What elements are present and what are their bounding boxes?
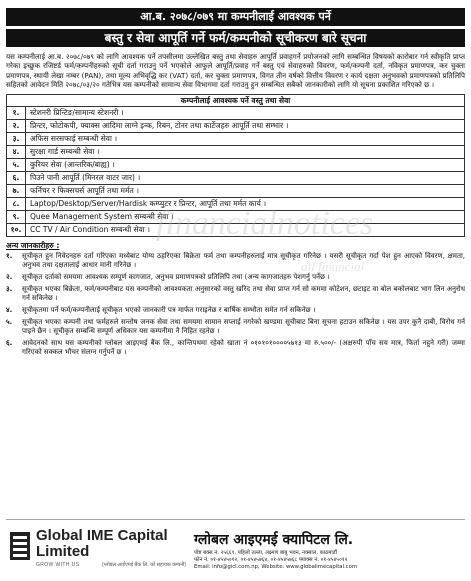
service-label: फर्निचर र फिक्सचर्स आपूर्ति तथा मर्मत । — [30, 185, 139, 195]
note-number: ३. — [6, 284, 13, 293]
note-item — [6, 273, 465, 282]
note-text: सूचीकृत हुन निवेदनहरु दर्ता गरिएका मध्येबाट योग्य ठहरिएका बिक्रेता फर्म तथा कम्पनीहरुलाई मात्र सूचीकृत गरिनेछ । यसरी सूचीकृत गर्दा पेश हुन आएको विवरण, क्षमता, अनुभव तथा दक्षतालाई आधार मानी गरिनेछ । — [22, 251, 465, 269]
service-row — [7, 145, 464, 158]
title-banner-line2: बस्तु र सेवा आपूर्ति गर्ने फर्म/कम्पनीको सूचीकरण बारे सूचना — [6, 29, 465, 47]
note-number: ६. — [6, 338, 13, 347]
note-item — [6, 306, 465, 315]
service-row — [7, 184, 464, 197]
service-number: ५. — [7, 159, 26, 171]
global-ime-logo-icon — [8, 530, 32, 562]
service-number: ४. — [7, 146, 26, 158]
note-text: सूचीकृत भएका कम्पनी तथा फर्महरुले सन्तोष जनक सेवा तथा समयमा सामान सप्लाई नगरेको खण्डमा सूचीबाट बिना सूचना हटाउन सकिनेछ । यस उपर कुनै दाबी, विरोध गर्न पाइने छैन । सूचीकृत सम्बन्धि सम्पूर्ण अधिकार यस कम्पनीमा नै निहित रहनेछ । — [22, 317, 465, 335]
service-row — [7, 132, 464, 145]
address-line: पोष्ट बक्स नं. २५६६९, पहिलो तल्ला, लक्ष्मण बाबु भवन, नक्साल, काठमाडौं — [194, 550, 338, 556]
service-row — [7, 223, 464, 236]
contact-line: फोन नं. ०१-४५४५०१२, ०१-४५४५७६४, ०१-४५४५७६८ फ्याक्स नं. ०१-४५४५०१२ — [194, 557, 348, 563]
service-row — [7, 210, 464, 223]
service-label: अफिस सरसफाई सम्बन्धी सेवा । — [30, 133, 118, 143]
service-label: स्टेशनरी प्रिन्टिङ/सामान्य स्टेशनरी । — [30, 107, 124, 117]
note-item — [6, 252, 465, 270]
service-number: ८. — [7, 198, 26, 210]
brand-subtitle: (ग्लोबल आईएमई बैंक लि. को सहायक कम्पनी) — [102, 562, 187, 568]
note-number: २. — [6, 272, 13, 281]
note-number: ४. — [6, 305, 13, 314]
note-text: आवेदनको साथ यस कम्पनीको ग्लोबल आइएमई बैंक लि., कान्तिपथमा रहेको खाता नं ०१०१०१००००५७१३ मा रु.५००/- (अक्षरुपी पाँच सय मात्र, फिर्ता नहुने गरी) जम्मा गरिएको सक्कल भौचर संलग्न गर्नुपर्ने छ । — [22, 338, 465, 356]
service-row — [7, 107, 464, 119]
title-banner-line1: आ.ब. २०७८/०७९ मा कम्पनीलाई आवश्यक पर्ने — [6, 8, 465, 26]
service-number: ३. — [7, 133, 26, 145]
service-number: ९. — [7, 211, 26, 223]
service-row — [7, 119, 464, 132]
service-label: पिउने पानी आपूर्ति (मिनरल वाटर जार) । — [30, 172, 141, 182]
brand-name-en: Global IME Capital Limited — [36, 527, 168, 560]
intro-paragraph: यस कम्पनीलाई आ.ब. २०७८/०७९ को लागि आवश्यक पर्ने तपसीलमा उल्लेखित बस्तु तथा सेवाहरु आपूर्ति प्रवाहगर्ने प्रयोजनको लागि सम्बन्धित विषयको कारोबार गर्न स्वीकृति प्राप्त गरेका इच्छुक रजिष्टर्ड फर्म/कम्पनीहरुको सूची दर्ता गराउनु पर्ने भएकोले आफुले आपूर्ति/प्रवाह गर्ने बस्तु एवं सेवाहरुको विवरण, फर्म/कम्पनी दर्ता, नविकृत प्रमाणपत्र, कर चुक्ता प्रमाणपत्र, स्थायी लेखा नम्बर (PAN), तथा मूल्य अभिवृद्धि कर (VAT) दर्ता, कर चुक्ता प्रमाणपत्र, विगत तीन वर्षको वित्तीय विवरण र कार्य दक्षता अनुभवको प्रमाणपत्रको प्रतिलिपि सहितको आवेदन मिति २०७८/०३/२० गतेभित्र यस कम्पनीको सामान्य सेवा विभागमा दर्ता गराउनु हुन सम्बन्धित सबैको जानकारीको लागि यो सूचना प्रकाशित गरिएको छ । — [6, 52, 465, 90]
brand-tagline: GROW WITH US — [36, 562, 80, 568]
note-number: १. — [6, 251, 13, 260]
services-table-rows — [7, 107, 464, 236]
service-number: १०. — [7, 224, 26, 236]
note-text: सूचीकृत भएका बिक्रेता, फर्म/कम्पनीबाट यस कम्पनीको आवश्यकता अनुसारको वस्तु खरिद तथा सेवा प्राप्त गर्न सो कममा कोटेशन, छटाइट वा बोल बकोलबाट भाग लिन अनुरोध गर्न सकिनेछ । — [22, 284, 465, 302]
service-number: ६. — [7, 172, 26, 184]
notes-list — [6, 252, 465, 357]
footer — [6, 519, 465, 576]
services-table — [6, 94, 465, 237]
note-text: सूचीकृतमा पर्ने फर्म/कम्पनीलाई सूचीकृत भएको जानकारी पत्र मार्फत गराइनेछ र बार्षिक सम्भौता समेत गर्न सकिनेछ । — [22, 305, 316, 314]
service-label: कुरियर सेवा (आन्तरिक/बाह्य) । — [30, 159, 115, 169]
watermark-text: financialnotices — [156, 205, 374, 242]
service-number: ७. — [7, 185, 26, 197]
watermark-subtext: all financial — [301, 259, 365, 274]
service-row — [7, 158, 464, 171]
service-label: प्रिन्टर, फोटोकपी, फ्याक्स आदिमा लाग्ने इन्क, रिबन, टोनर तथा कार्टेजहरु आपूर्ति तथा सम्भार । — [30, 120, 289, 130]
web-line: Email: info@gicl.com.np, Website: www.globalimecapital.com — [194, 564, 357, 570]
brand-name-np: ग्लोबल आइएमई क्यापिटल लि. — [194, 532, 354, 548]
notice — [6, 6, 465, 575]
contact-block — [194, 550, 464, 571]
note-item — [6, 339, 465, 357]
service-row — [7, 197, 464, 210]
service-label: Quee Management System सम्बन्धी सेवा । — [30, 211, 174, 221]
service-label: Laptop/Desktop/Server/Hardisk कम्प्युटर र प्रिन्टर, आपूर्ति तथा मर्मत कार्य । — [30, 198, 267, 208]
service-label: सुरक्षा गार्ड सम्बन्धी सेवा । — [30, 146, 100, 156]
notes-title: अन्य जानकारीहरु : — [6, 240, 60, 250]
service-number: १. — [7, 107, 26, 119]
note-item — [6, 318, 465, 336]
note-number: ५. — [6, 317, 13, 326]
note-text: सूचीकृत दर्ताको समयमा आवश्यक सम्पूर्ण कागजात, अनुभव प्रमाणपत्रको प्रतिलिपि तथा (अन्य कागजातहरु पेशगर्नु पर्नेछ । — [22, 272, 330, 281]
service-row — [7, 171, 464, 184]
note-item — [6, 285, 465, 303]
service-number: २. — [7, 120, 26, 132]
services-table-heading: कम्पनीलाई आवश्यक पर्ने वस्तु तथा सेवा — [7, 95, 464, 107]
service-label: CC TV / Air Condition सम्बन्धी सेवा । — [30, 224, 150, 234]
